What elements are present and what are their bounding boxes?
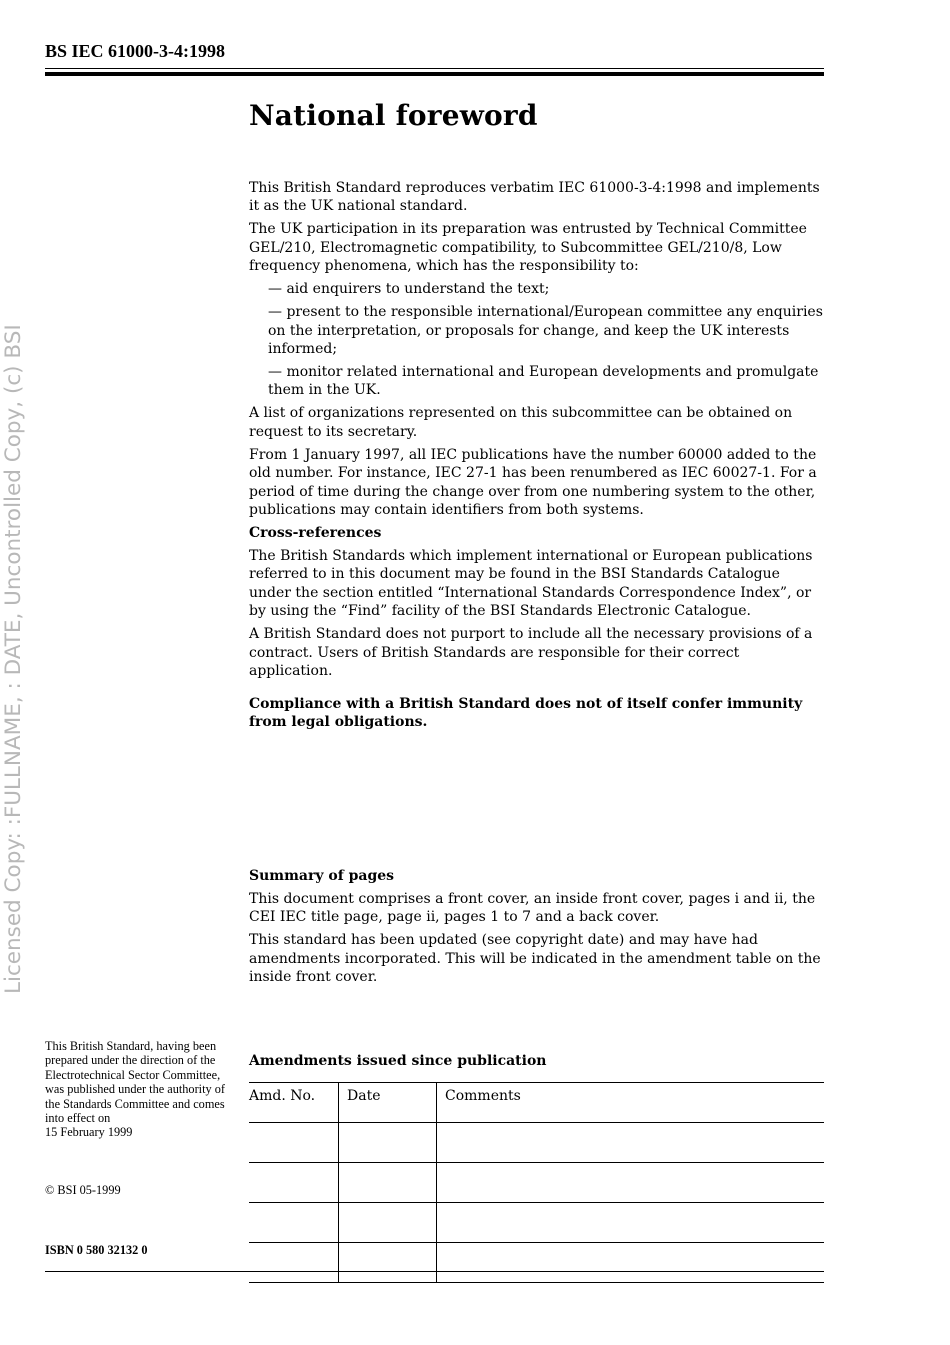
amendments-table <box>249 1082 824 1283</box>
foreword-paragraph: A list of organizations represented on this subcommittee can be obtained on request to its secretary. <box>249 405 793 440</box>
effective-date: 15 February 1999 <box>45 1125 133 1140</box>
page-title: National foreword <box>249 99 538 132</box>
responsibility-item: — monitor related international and European developments and promulgate them in the UK. <box>268 364 819 399</box>
foreword-paragraph: This British Standard reproduces verbatim IEC 61000-3-4:1998 and implements it as the UK national standard. <box>249 180 820 215</box>
summary-paragraph: This document comprises a front cover, an inside front cover, pages i and ii, the CEI IEC title page, page ii, pages 1 to 7 and a back cover. <box>249 891 816 926</box>
isbn: ISBN 0 580 32132 0 <box>45 1243 148 1257</box>
foreword-paragraph: A British Standard does not purport to include all the necessary provisions of a contract. Users of British Standards are responsible for their correct application. <box>249 626 813 680</box>
foreword-paragraph: The UK participation in its preparation was entrusted by Technical Committee GEL/210, Electromagnetic compatibility, to Subcommittee GEL/210/8, Low frequency phenomena, which has the responsibility to: <box>249 221 807 275</box>
column-header-date: Date <box>339 1083 437 1123</box>
header-rule-thick <box>45 72 824 76</box>
table-row <box>249 1203 824 1243</box>
table-row <box>249 1243 824 1283</box>
column-header-amd-no: Amd. No. <box>249 1083 339 1123</box>
responsibility-item: — present to the responsible international/European committee any enquiries on the interpretation, or proposals for change, and keep the UK interests informed; <box>268 304 823 358</box>
responsibility-item: — aid enquirers to understand the text; <box>268 281 550 298</box>
publication-note <box>45 1039 240 1140</box>
table-row <box>249 1163 824 1203</box>
header-rule-thin <box>45 68 824 69</box>
footer-rule <box>45 1271 824 1272</box>
foreword-body <box>249 179 824 736</box>
copyright-watermark: Licensed Copy: :FULLNAME, : DATE, Uncontrolled Copy, (c) BSI <box>1 324 26 994</box>
foreword-paragraph: From 1 January 1997, all IEC publications have the number 60000 added to the old number. For instance, IEC 27-1 has been renumbered as IEC 60027-1. For a period of time during the change over from one numbering system to the other, publications may contain identifiers from both systems. <box>249 446 817 519</box>
document-header-title: BS IEC 61000-3-4:1998 <box>45 41 226 61</box>
foreword-paragraph: The British Standards which implement international or European publications referred to in this document may be found in the BSI Standards Catalogue under the section entitled “International Standards Correspondence Index”, or by using the “Find” facility of the BSI Standards Electronic Catalogue. <box>249 548 813 620</box>
copyright-notice: © BSI 05-1999 <box>45 1183 121 1197</box>
compliance-statement: Compliance with a British Standard does not of itself confer immunity from legal obligations. <box>249 695 803 730</box>
table-row <box>249 1123 824 1163</box>
publication-note-text: This British Standard, having been prepared under the direction of the Electrotechnical Sector Committee, was published under the authority of the Standards Committee and comes into effect on <box>45 1039 225 1126</box>
amendments-title: Amendments issued since publication <box>249 1053 547 1069</box>
column-header-comments: Comments <box>437 1083 825 1123</box>
summary-heading: Summary of pages <box>249 868 395 884</box>
summary-section <box>249 867 824 991</box>
table-header-row <box>249 1083 824 1123</box>
summary-paragraph: This standard has been updated (see copyright date) and may have had amendments incorporated. This will be indicated in the amendment table on the inside front cover. <box>249 932 821 986</box>
cross-references-heading: Cross-references <box>249 525 382 542</box>
